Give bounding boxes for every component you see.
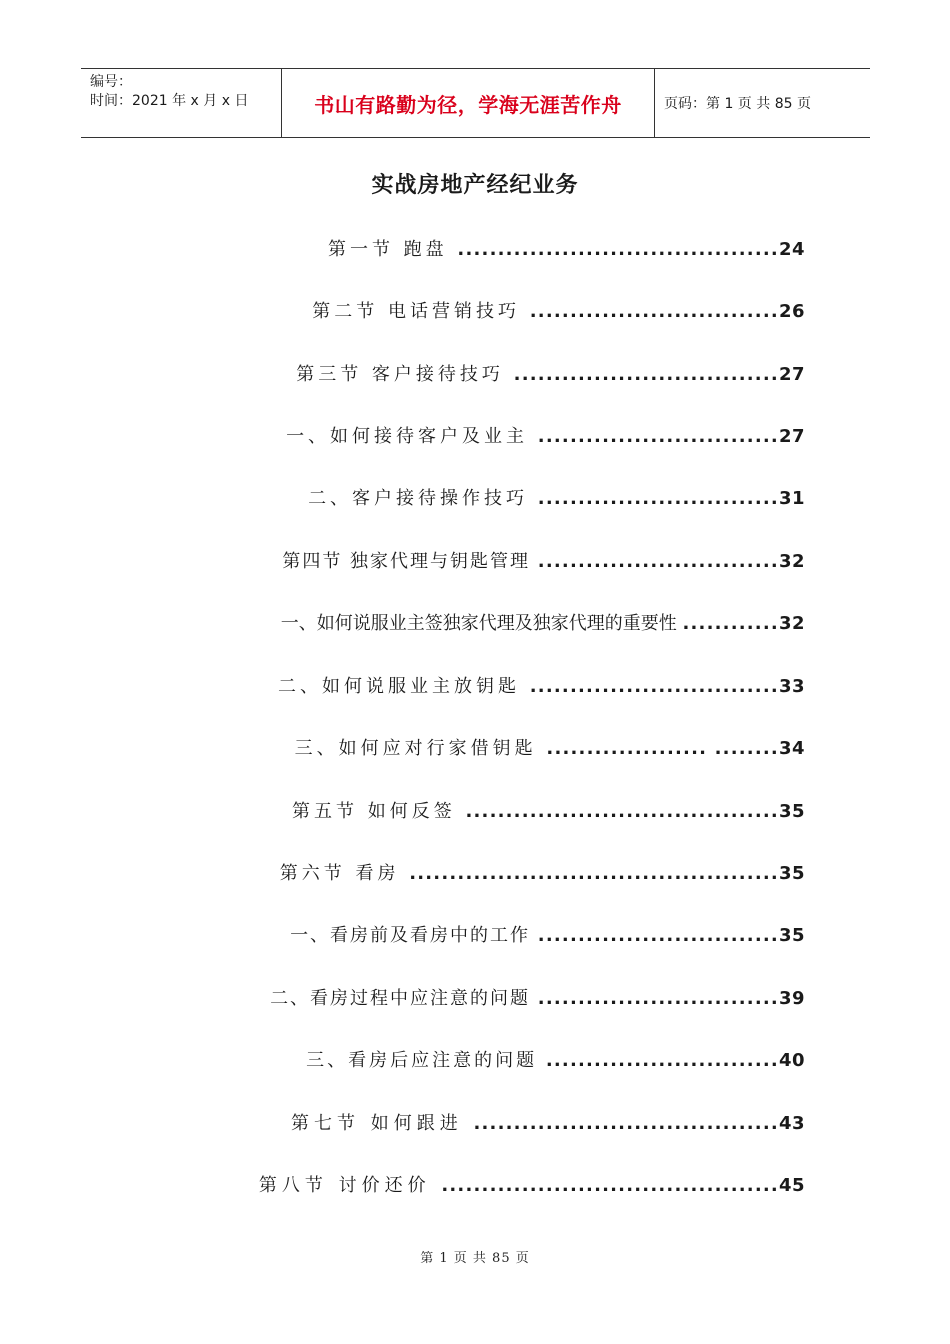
toc-entry-label: 一、如何说服业主签独家代理及独家代理的重要性 bbox=[280, 613, 677, 634]
toc-leader-dots: .............................. bbox=[537, 988, 779, 1009]
toc-page-number: 34 bbox=[778, 738, 805, 759]
toc-page-number: 43 bbox=[778, 1113, 805, 1134]
toc-entry[interactable] bbox=[306, 1048, 805, 1074]
toc-leader-dots: ............ bbox=[682, 613, 779, 634]
toc-page-number: 35 bbox=[778, 801, 805, 822]
toc-leader-dots: ............................... bbox=[529, 301, 779, 322]
toc-page-number: 45 bbox=[778, 1175, 805, 1196]
toc-entry[interactable] bbox=[278, 674, 805, 700]
header-motto: 书山有路勤为径，学海无涯苦作舟 bbox=[314, 92, 622, 117]
toc-entry-label: 一、如何接待客户及业主 bbox=[286, 426, 529, 447]
toc-leader-dots: .................... ........ bbox=[546, 738, 779, 759]
header-meta-cell bbox=[81, 69, 282, 137]
toc-page-number: 27 bbox=[778, 426, 805, 447]
toc-entry[interactable] bbox=[292, 799, 805, 825]
toc-entry[interactable] bbox=[286, 424, 805, 450]
toc-entry-label: 二、客户接待操作技巧 bbox=[308, 488, 529, 509]
toc-leader-dots: .......................................... bbox=[441, 1175, 779, 1196]
toc-leader-dots: .............................. bbox=[537, 551, 779, 572]
toc-entry[interactable] bbox=[312, 299, 805, 325]
header-page-info: 页码：第 1 页 共 85 页 bbox=[664, 96, 811, 112]
toc-entry-label: 第八节 讨价还价 bbox=[258, 1175, 431, 1196]
toc-page-number: 27 bbox=[778, 364, 805, 385]
toc-leader-dots: ....................................... bbox=[465, 801, 779, 822]
toc-entry-label: 第六节 看房 bbox=[279, 863, 400, 884]
toc-entry[interactable] bbox=[280, 861, 805, 887]
toc-page-number: 39 bbox=[778, 988, 805, 1009]
toc-entry-label: 三、如何应对行家借钥匙 bbox=[294, 738, 537, 759]
header-motto-cell bbox=[282, 69, 655, 137]
toc-entry-label: 第四节 独家代理与钥匙管理 bbox=[282, 551, 531, 572]
header-table bbox=[81, 68, 870, 138]
toc-entry[interactable] bbox=[281, 611, 805, 637]
toc-entry[interactable] bbox=[259, 1173, 805, 1199]
toc-leader-dots: ............................... bbox=[529, 676, 779, 697]
toc-leader-dots: ........................................ bbox=[457, 239, 779, 260]
toc-page-number: 31 bbox=[778, 488, 805, 509]
toc-page-number: 32 bbox=[778, 551, 805, 572]
toc-entry-label: 二、看房过程中应注意的问题 bbox=[270, 988, 531, 1009]
toc-entry[interactable] bbox=[295, 736, 805, 762]
toc-page-number: 40 bbox=[778, 1050, 805, 1071]
document-title: 实战房地产经纪业务 bbox=[371, 173, 579, 198]
toc-entry-label: 一、看房前及看房中的工作 bbox=[290, 925, 531, 946]
toc-entry[interactable] bbox=[282, 549, 805, 575]
toc-entry[interactable] bbox=[290, 923, 805, 949]
toc-leader-dots: .............................. bbox=[537, 488, 779, 509]
toc-leader-dots: ...................................... bbox=[473, 1113, 779, 1134]
toc-entry[interactable] bbox=[308, 486, 805, 512]
toc-entry-label: 第七节 如何跟进 bbox=[291, 1113, 463, 1134]
toc-leader-dots: .............................. bbox=[537, 426, 779, 447]
toc-entry-label: 三、看房后应注意的问题 bbox=[306, 1050, 538, 1071]
toc-entry-label: 第三节 客户接待技巧 bbox=[296, 364, 504, 385]
toc-page-number: 33 bbox=[778, 676, 805, 697]
toc-page-number: 35 bbox=[778, 925, 805, 946]
toc-entry[interactable] bbox=[296, 362, 805, 388]
toc-entry-label: 第五节 如何反签 bbox=[291, 801, 456, 822]
toc-leader-dots: .............................................. bbox=[409, 863, 779, 884]
page-footer: 第 1 页 共 85 页 bbox=[420, 1251, 530, 1266]
toc-page-number: 26 bbox=[778, 301, 805, 322]
toc-entry[interactable] bbox=[328, 237, 805, 263]
document-number-label: 编号： bbox=[90, 74, 132, 90]
toc-leader-dots: .............................. bbox=[537, 925, 779, 946]
toc-entry-label: 第二节 电话营销技巧 bbox=[312, 301, 521, 322]
toc-leader-dots: ................................. bbox=[513, 364, 779, 385]
toc-entry-label: 二、如何说服业主放钥匙 bbox=[278, 676, 521, 697]
header-page-cell bbox=[655, 69, 870, 137]
toc-page-number: 24 bbox=[778, 239, 805, 260]
toc-entry[interactable] bbox=[291, 1111, 805, 1137]
toc-page-number: 32 bbox=[778, 613, 805, 634]
document-date-label: 时间：2021 年 x 月 x 日 bbox=[90, 93, 249, 109]
toc-entry[interactable] bbox=[270, 986, 805, 1012]
toc-page-number: 35 bbox=[778, 863, 805, 884]
toc-leader-dots: ............................. bbox=[545, 1050, 779, 1071]
toc-entry-label: 第一节 跑盘 bbox=[327, 239, 448, 260]
